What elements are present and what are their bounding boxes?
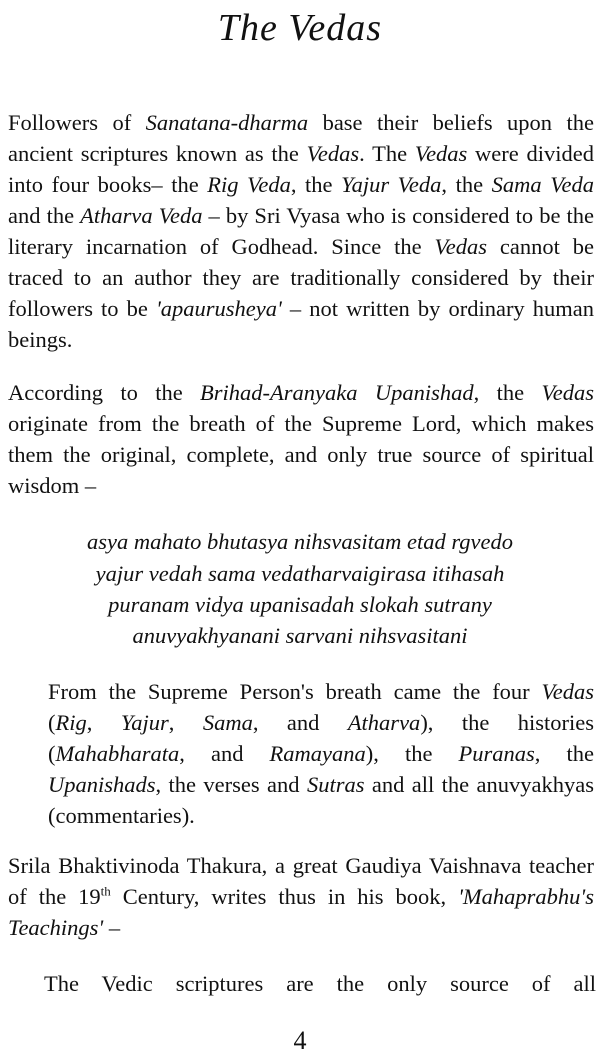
italic-term: Atharva <box>347 710 421 735</box>
text-run: , the <box>290 172 342 197</box>
text-run: – not written by ordinary human beings. <box>8 296 595 352</box>
italic-term: Vedas <box>434 234 488 259</box>
italic-term: Sama Veda <box>491 172 594 197</box>
text-run: , and <box>252 710 348 735</box>
italic-term: Yajur Veda <box>341 172 442 197</box>
verse-line: asya mahato bhutasya nihsvasitam etad rgvedo <box>87 529 513 554</box>
text-run: ( <box>48 710 56 735</box>
italic-term: Vedas <box>414 141 468 166</box>
page-number: 4 <box>293 1026 307 1055</box>
text-run: originate from the breath of the Supreme Lord, which makes them the original, complete, and only true source of spiritual wisdom – <box>8 411 594 498</box>
italic-term: Yajur <box>120 710 169 735</box>
text-run: ), the <box>365 741 459 766</box>
text-run: base their beliefs upon the ancient scriptures known as the <box>8 110 594 166</box>
text-run: – by Sri Vyasa who is considered to be the literary incarnation of Godhead. Since the <box>8 203 594 259</box>
text-run: . The <box>359 141 415 166</box>
text-run: and all the anuvyakhyas (commentaries). <box>48 772 594 828</box>
italic-term: Atharva Veda <box>80 203 203 228</box>
verse-line: puranam vidya upanisadah slokah sutrany <box>108 592 492 617</box>
verse-line: yajur vedah sama vedatharvaigirasa itihasah <box>95 561 505 586</box>
italic-term: Vedas <box>541 679 594 704</box>
text-run: , and <box>179 741 270 766</box>
italic-term: 'Mahaprabhu's Teachings' <box>8 884 594 940</box>
paragraph-bhaktivinoda <box>8 850 594 943</box>
text-run: Followers of <box>8 110 146 135</box>
italic-term: Sanatana-dharma <box>145 110 309 135</box>
italic-term: Vedas <box>306 141 360 166</box>
italic-term: Sama <box>202 710 253 735</box>
italic-term: Rig <box>55 710 87 735</box>
text-run: cannot be traced to an author they are traditionally considered by their followers to be <box>8 234 595 321</box>
text-run: were divided into four books– the <box>8 141 594 197</box>
text-run: According to the <box>8 380 201 405</box>
text-run: , the <box>441 172 492 197</box>
text-run: ), the histories ( <box>48 710 595 766</box>
paragraph-quote-start: The Vedic scriptures are the only source of all <box>44 971 596 996</box>
text-run: , <box>168 710 203 735</box>
italic-term: Mahabharata <box>55 741 180 766</box>
text-run: , the <box>473 380 542 405</box>
text-run: and the <box>8 203 81 228</box>
text-run: , <box>86 710 121 735</box>
italic-term: Ramayana <box>269 741 366 766</box>
paragraph-translation <box>48 676 594 831</box>
text-run: Srila Bhaktivinoda Thakura, a great Gaudiya Vaishnava teacher of the 19 <box>8 853 594 909</box>
page-title: The Vedas <box>217 7 383 49</box>
text-run: , the verses and <box>155 772 307 797</box>
text-run: , the <box>534 741 594 766</box>
italic-term: Upanishads <box>48 772 156 797</box>
italic-term: Sutras <box>306 772 365 797</box>
italic-term: 'apaurusheya' <box>155 296 282 321</box>
italic-term: Puranas <box>458 741 535 766</box>
superscript: th <box>100 883 111 899</box>
paragraph-vedas-intro <box>8 107 594 355</box>
italic-term: Brihad-Aranyaka Upanishad <box>200 380 474 405</box>
italic-term: Vedas <box>541 380 594 405</box>
text-run: Century, writes thus in his book, <box>110 884 459 909</box>
italic-term: Rig Veda <box>207 172 291 197</box>
paragraph-upanishad <box>8 377 594 501</box>
text-run: – <box>103 915 121 940</box>
verse-line: anuvyakhyanani sarvani nihsvasitani <box>132 623 468 648</box>
text-run: From the Supreme Person's breath came the four <box>48 679 542 704</box>
